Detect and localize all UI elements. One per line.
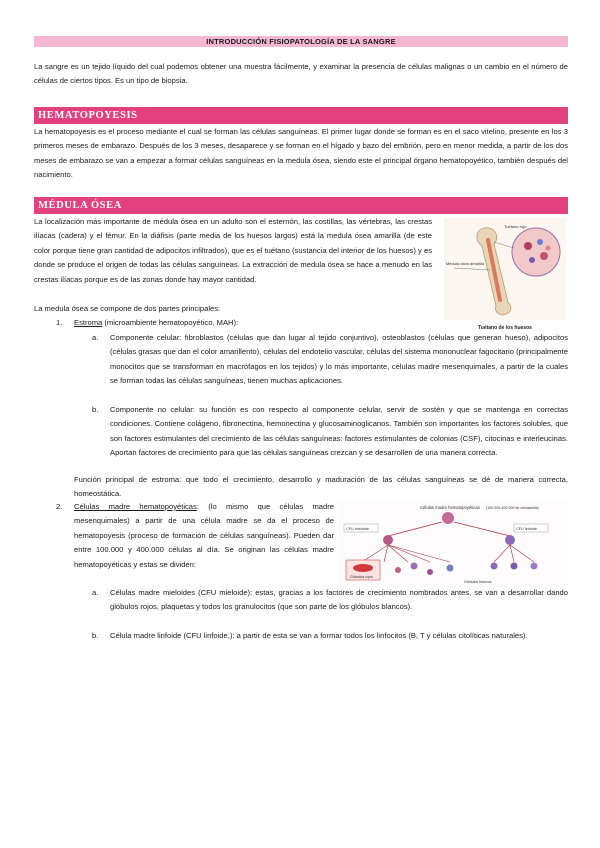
list-letter-1a: a.	[92, 333, 99, 342]
diagram-label-myeloid: CFU mieloide	[346, 527, 369, 531]
medula-parts-intro: La medula ósea se compone de dos partes principales:	[34, 304, 221, 313]
intro-paragraph: La sangre es un tejido líquido del cual podemos obtener una muestra fácilmente, y examinar la presencia de células malignas o un cambio en el número de células de ciertos tipos. Es un tipo de biopsia.	[34, 62, 568, 86]
celulas-madre-title: Células madre hematopoyéticas	[74, 502, 197, 511]
list-letter-2a: a.	[92, 588, 99, 597]
celulas-madre-desc: : (lo mismo que células madre mesenquimales) a partir de una célula madre se da el proceso de hematopoyesis (proceso de formación de células sanguíneas). Pueden dar entre 100.000 y 400.000 células al día. Se originan las células madre hematopoyéticas y estas se dividen:	[74, 502, 334, 569]
cfu-linfoide-paragraph: Célula madre linfoide (CFU linfoide,): a partir de esta se van a formar todos los linfocitos (B, T y células citolíticas naturales).	[110, 631, 528, 640]
femur-illustration	[444, 218, 566, 320]
bone-figure-caption: Tuétano de los huesos	[478, 325, 532, 331]
bone-label-left: Médula ósea amarilla	[446, 261, 485, 266]
funcion-estroma-paragraph: Función principal de estroma: que todo el crecimiento, desarrollo y maduración de las células sanguíneas se dé de manera correcta, homeostática.	[74, 475, 568, 499]
diagram-label-rbc: Glóbulos rojos	[350, 575, 373, 579]
section-heading-medula-osea: MÉDULA ÓSEA	[34, 197, 568, 214]
cfu-mieloide-paragraph: Células madre mieloides (CFU mieloide): estas, gracias a los factores de crecimiento nombrados antes, se van a desarrollar dando glóbulos rojos, plaquetas y todos los granulocitos (que son parte de los glóbulos blancos).	[110, 588, 568, 612]
document-title: INTRODUCCIÓN FISIOPATOLOGÍA DE LA SANGRE	[34, 36, 568, 47]
bone-label-top: Tuétano rojo	[504, 224, 527, 229]
estroma-title: Estroma	[74, 318, 103, 327]
list-letter-1b: b.	[92, 405, 99, 414]
hematopoiesis-diagram	[338, 500, 568, 586]
componente-no-celular-paragraph: Componente no celular: su función es con respecto al componente celular, servir de sostén y que se mantenga en correctas condiciones. Contiene colágeno, fibronectina, hemonectina y glucosaminoglicanos. También son importantes los factores solubles, que son factores estimulantes del crecimiento de las células sanguíneas: factores estimulantes de colonias (CSF), citocinas e interleucinas. Aportan factores de crecimiento para que las células sanguíneas crezcan y se desarrollen de una manera correcta.	[110, 405, 568, 458]
diagram-label-stem: Células madre hematopoyéticas	[420, 505, 480, 510]
medula-paragraph: La localización más importante de médula ósea en un adulto son el esternón, las costillas, las vértebras, las crestas ilíacas (cadera) y el fémur. En la diáfisis (parte media de los huesos largos) está la medula ósea amarilla (de este color porque tiene gran cantidad de adipocitos infiltrados), que es el tuétano (sustancia del interior de los huesos) y es donde se produce el origen de todas las células sanguíneas. La extracción de medula ósea se hace a menudo en las crestas ilíacas porque es de las zonas donde hay mayor cantidad.	[34, 217, 432, 284]
hematopoiesis-diagram-svg	[338, 500, 568, 586]
diagram-label-rate: (100.000-400.000 de células/día)	[486, 506, 539, 510]
diagram-label-wbc: Glóbulos blancos	[464, 580, 492, 584]
list-number-2: 2.	[56, 502, 63, 511]
list-letter-2b: b.	[92, 631, 99, 640]
hematopoyesis-paragraph: La hematopoyesis es el proceso mediante el cual se forman las células sanguíneas. El primer lugar donde se forman es en el saco vitelino, presente en los 3 primeros meses de embarazo. Después de los 3 meses, desaparece y se forman en el hígado y bazo del embrión, pero en menor medida, a partir de los dos meses de embarazo se van a empezar a formar células sanguíneas en la medula ósea, siendo este el principal órgano hematopoyético, también después del nacimiento.	[34, 127, 568, 180]
bone-marrow-figure	[444, 218, 566, 331]
section-heading-hematopoyesis: HEMATOPOYESIS	[34, 107, 568, 124]
diagram-label-lymphoid: CFU linfoide	[516, 527, 537, 531]
list-number-1: 1.	[56, 318, 63, 327]
componente-celular-paragraph: Componente celular: fibroblastos (células que dan lugar al tejido conjuntivo), osteoblastos (células que generan hueso), adipocitos (células grasas que dan el color amarillento), células del endotelio vascular, células del sistema mononuclear fagocitario (principalmente monocitos que se transforman en macrófagos en los tejidos) y lo más importante, células madre mesenquimales, a partir de la cuales se forman todas las células sanguíneas, tienen muchas aplicaciones.	[110, 333, 568, 386]
estroma-desc: (microambiente hematopoyético, MAH):	[102, 318, 239, 327]
list-item-celulas-madre	[74, 500, 334, 572]
